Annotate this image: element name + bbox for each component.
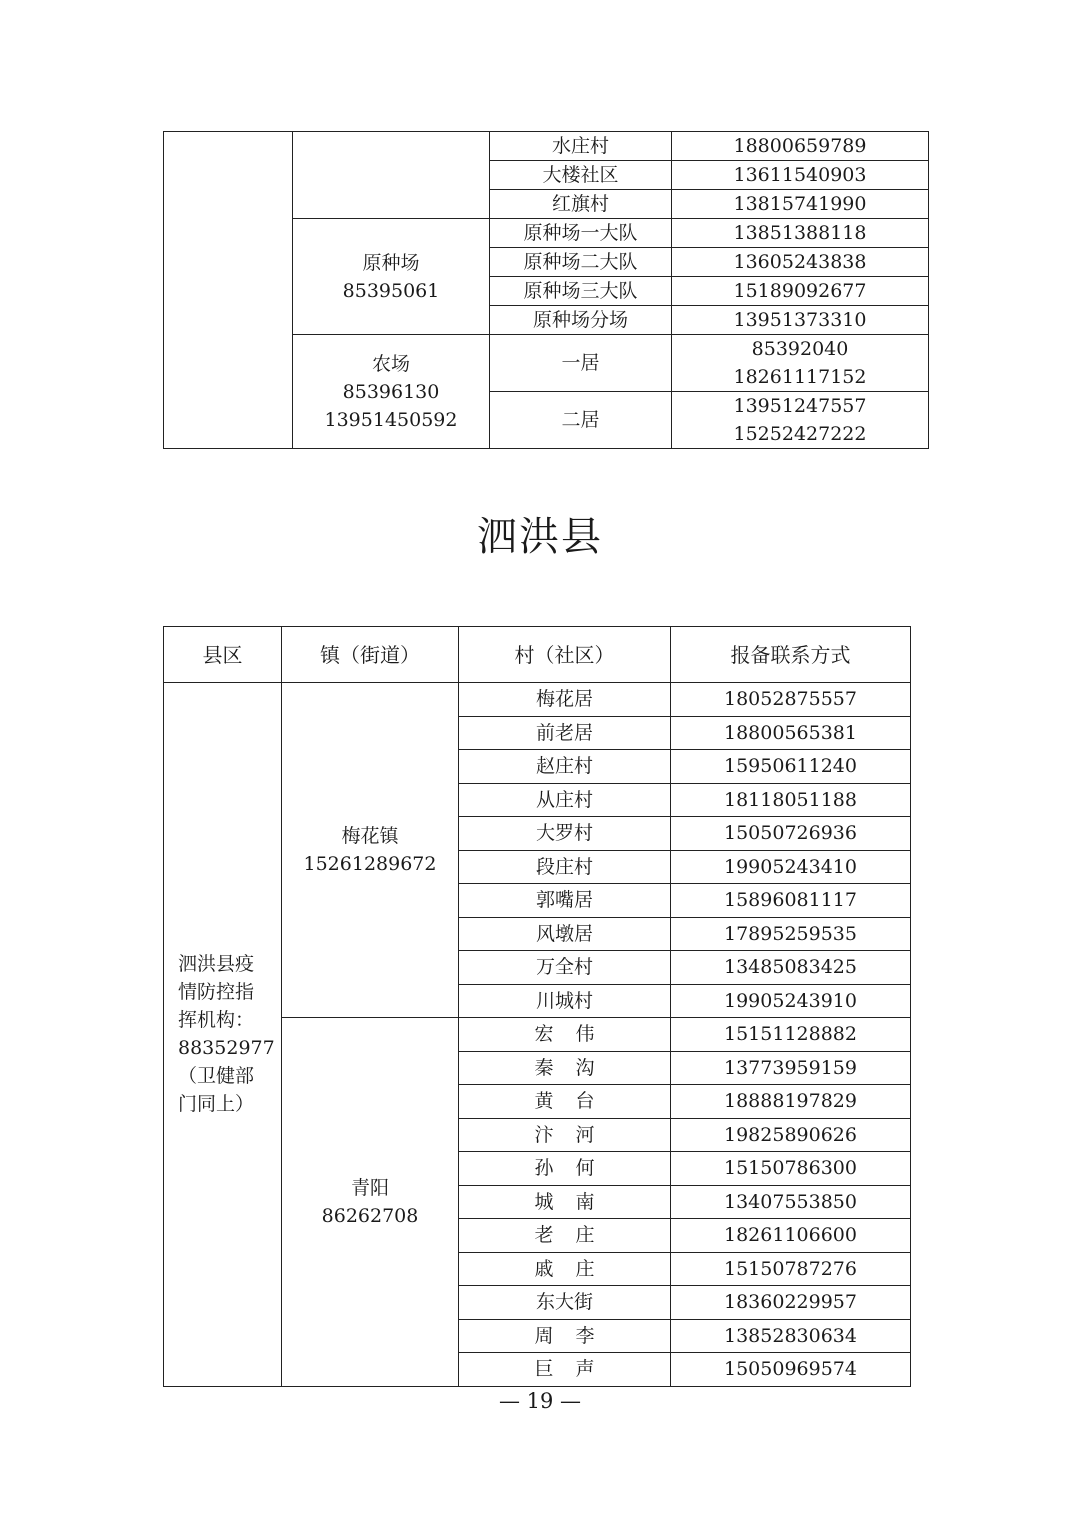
county-line: 88352977 bbox=[178, 1037, 275, 1060]
county-cell-empty bbox=[164, 132, 293, 449]
village-cell: 黄台 bbox=[459, 1085, 671, 1119]
phone-cell: 15189092677 bbox=[672, 277, 929, 306]
phone-line: 85392040 bbox=[751, 338, 849, 360]
phone-cell: 15050969574 bbox=[671, 1353, 911, 1387]
village-cell: 原种场分场 bbox=[490, 306, 672, 335]
town-cell-yuanzhongchang bbox=[293, 219, 490, 335]
village-cell: 孙何 bbox=[459, 1152, 671, 1186]
phone-cell: 13815741990 bbox=[672, 190, 929, 219]
phone-cell: 13951373310 bbox=[672, 306, 929, 335]
village-cell: 风墩居 bbox=[459, 917, 671, 951]
town-name: 青阳 bbox=[350, 1176, 389, 1199]
village-cell: 二居 bbox=[490, 392, 672, 449]
village-cell: 段庄村 bbox=[459, 850, 671, 884]
village-cell: 赵庄村 bbox=[459, 750, 671, 784]
phone-cell: 13611540903 bbox=[672, 161, 929, 190]
town-cell-empty bbox=[293, 132, 490, 219]
section-title: 泗洪县 bbox=[477, 514, 603, 560]
town-phone: 15261289672 bbox=[303, 853, 437, 875]
phone-cell: 17895259535 bbox=[671, 917, 911, 951]
village-cell: 原种场三大队 bbox=[490, 277, 672, 306]
phone-cell: 18888197829 bbox=[671, 1085, 911, 1119]
phone-cell: 15896081117 bbox=[671, 884, 911, 918]
village-cell: 大罗村 bbox=[459, 817, 671, 851]
phone-line: 18261117152 bbox=[733, 366, 867, 388]
village-cell: 老庄 bbox=[459, 1219, 671, 1253]
town-phone: 13951450592 bbox=[324, 408, 458, 431]
phone-cell: 18360229957 bbox=[671, 1286, 911, 1320]
county-cell bbox=[164, 683, 282, 1387]
phone-cell: 15950611240 bbox=[671, 750, 911, 784]
town-cell-qingyang bbox=[282, 1018, 459, 1387]
village-cell: 前老居 bbox=[459, 716, 671, 750]
village-cell: 红旗村 bbox=[490, 190, 672, 219]
phone-line: 15252427222 bbox=[733, 423, 867, 445]
town-cell-nongchang bbox=[293, 335, 490, 449]
village-cell: 戚庄 bbox=[459, 1252, 671, 1286]
phone-cell: 18800659789 bbox=[672, 132, 929, 161]
village-cell: 川城村 bbox=[459, 984, 671, 1018]
village-cell: 汴河 bbox=[459, 1118, 671, 1152]
phone-line: 13951247557 bbox=[733, 395, 867, 417]
village-cell: 原种场二大队 bbox=[490, 248, 672, 277]
village-cell: 大楼社区 bbox=[490, 161, 672, 190]
town-name: 农场 bbox=[371, 352, 410, 375]
town-phone: 85396130 bbox=[342, 380, 440, 403]
phone-cell: 15050726936 bbox=[671, 817, 911, 851]
phone-cell: 15150786300 bbox=[671, 1152, 911, 1186]
header-town: 镇（街道） bbox=[282, 627, 459, 683]
phone-cell: 18800565381 bbox=[671, 716, 911, 750]
phone-cell: 19905243410 bbox=[671, 850, 911, 884]
top-contact-table bbox=[163, 131, 929, 449]
phone-cell: 18118051188 bbox=[671, 783, 911, 817]
phone-cell: 13851388118 bbox=[672, 219, 929, 248]
page-number: — 19 — bbox=[498, 1389, 582, 1413]
header-county: 县区 bbox=[164, 627, 282, 683]
town-name: 梅花镇 bbox=[341, 825, 399, 847]
phone-cell: 15151128882 bbox=[671, 1018, 911, 1052]
phone-cell: 13407553850 bbox=[671, 1185, 911, 1219]
header-contact: 报备联系方式 bbox=[671, 627, 911, 683]
town-phone: 85395061 bbox=[342, 279, 440, 302]
village-cell: 东大街 bbox=[459, 1286, 671, 1320]
phone-cell: 13773959159 bbox=[671, 1051, 911, 1085]
village-cell: 一居 bbox=[490, 335, 672, 392]
village-cell: 从庄村 bbox=[459, 783, 671, 817]
phone-cell bbox=[672, 335, 929, 392]
phone-cell: 19905243910 bbox=[671, 984, 911, 1018]
village-cell: 宏伟 bbox=[459, 1018, 671, 1052]
village-cell: 梅花居 bbox=[459, 683, 671, 717]
village-cell: 郭嘴居 bbox=[459, 884, 671, 918]
village-cell: 万全村 bbox=[459, 951, 671, 985]
town-name: 原种场 bbox=[362, 251, 420, 274]
phone-cell: 19825890626 bbox=[671, 1118, 911, 1152]
header-village: 村（社区） bbox=[459, 627, 671, 683]
village-cell: 周李 bbox=[459, 1319, 671, 1353]
town-cell-meihua bbox=[282, 683, 459, 1018]
village-cell: 水庄村 bbox=[490, 132, 672, 161]
village-cell: 秦沟 bbox=[459, 1051, 671, 1085]
phone-cell: 15150787276 bbox=[671, 1252, 911, 1286]
county-line: （卫健部 bbox=[178, 1065, 255, 1088]
county-line: 挥机构： bbox=[178, 1009, 255, 1032]
phone-cell: 13852830634 bbox=[671, 1319, 911, 1353]
phone-cell bbox=[672, 392, 929, 449]
village-cell: 原种场一大队 bbox=[490, 219, 672, 248]
county-line: 门同上） bbox=[178, 1093, 255, 1116]
sihong-contact-table bbox=[163, 626, 911, 1387]
phone-cell: 13605243838 bbox=[672, 248, 929, 277]
county-line: 情防控指 bbox=[178, 981, 255, 1004]
phone-cell: 18052875557 bbox=[671, 683, 911, 717]
table-header-row bbox=[164, 627, 911, 683]
village-cell: 巨声 bbox=[459, 1353, 671, 1387]
county-line: 泗洪县疫 bbox=[178, 953, 255, 976]
phone-cell: 18261106600 bbox=[671, 1219, 911, 1253]
town-phone: 86262708 bbox=[321, 1204, 419, 1227]
phone-cell: 13485083425 bbox=[671, 951, 911, 985]
village-cell: 城南 bbox=[459, 1185, 671, 1219]
